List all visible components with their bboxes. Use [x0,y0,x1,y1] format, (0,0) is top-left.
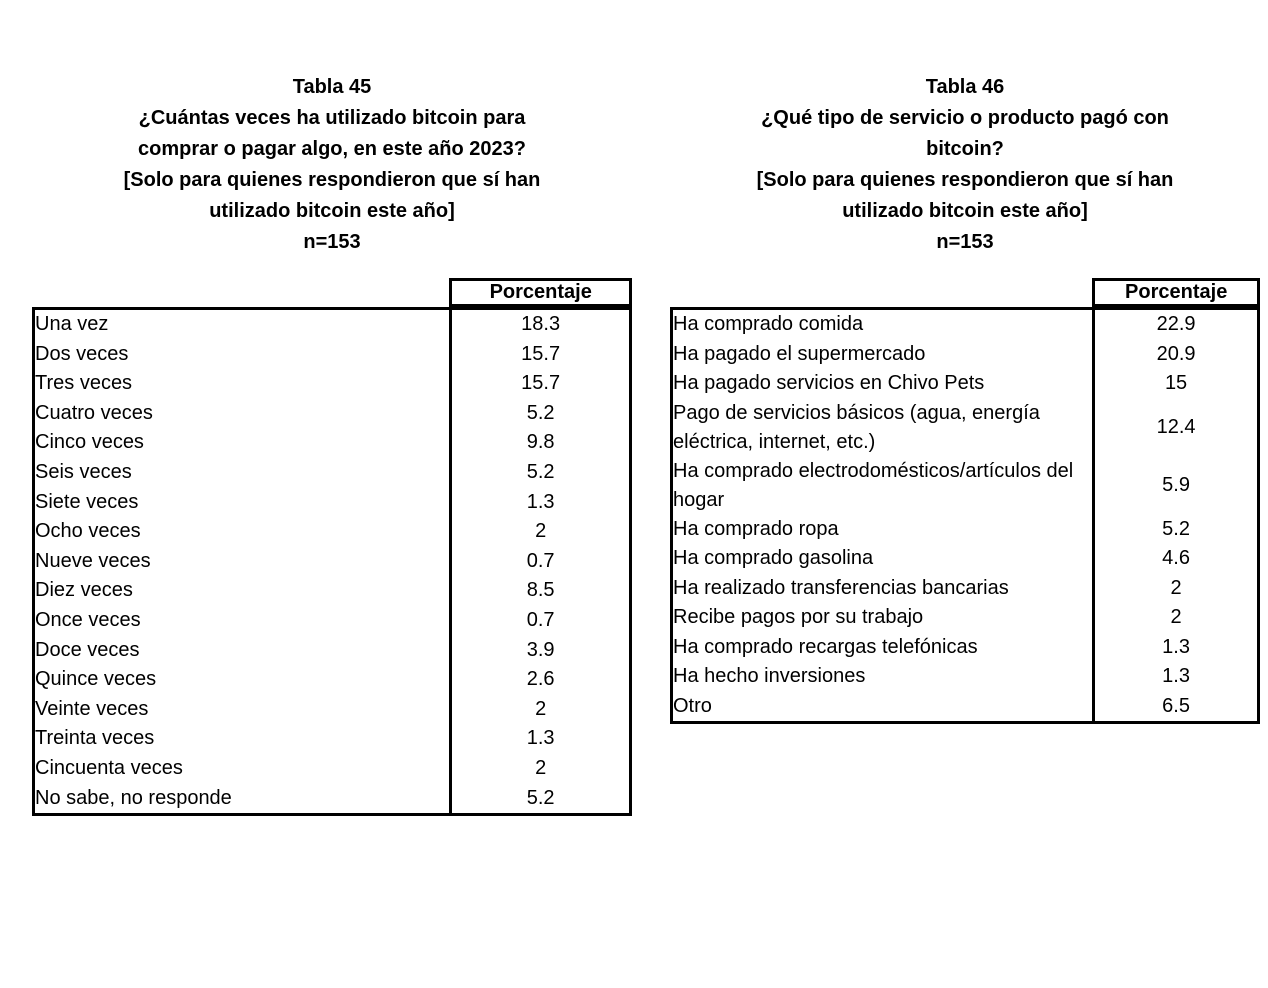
row-label: Seis veces [35,458,451,488]
spacer [32,258,632,278]
row-value: 9.8 [526,431,555,454]
row-value: 2 [535,520,547,543]
row-label: Ha comprado ropa [673,515,1094,545]
table-panel-tabla-46 [670,72,1260,724]
row-value: 5.2 [1162,517,1190,540]
row-label: Once veces [35,606,451,636]
table-row [673,633,1257,663]
table-row [673,544,1257,574]
row-value: 15.7 [521,342,561,365]
table-46-title [670,72,1260,258]
table-row [673,515,1257,545]
table-45-title-line-2: ¿Cuántas veces ha utilizado bitcoin para [138,107,526,129]
table-row [35,488,629,518]
table-row [35,340,629,370]
table-row [35,310,629,340]
table-45-header-row [32,280,631,306]
row-value: 6.5 [1162,694,1190,717]
table-45-title [32,72,632,258]
table-row [673,399,1257,457]
row-label: Dos veces [35,340,451,370]
table-row [673,574,1257,603]
table-46-header-row [670,280,1259,306]
row-value: 1.3 [1162,635,1190,658]
table-row [35,517,629,547]
table-45-title-line-3: comprar o pagar algo, en este año 2023? [138,138,526,160]
row-value: 18.3 [521,313,561,335]
table-row [35,547,629,577]
row-value: 5.9 [1162,474,1190,497]
table-row [35,606,629,636]
table-46-body [673,310,1257,721]
row-value: 2 [535,697,547,720]
table-row [35,576,629,606]
row-label: Veinte veces [35,695,451,725]
table-row [35,458,629,488]
table-45-body-box [32,307,632,816]
row-label: Tres veces [35,369,451,399]
row-value: 5.2 [526,460,555,483]
row-value: 2 [535,756,547,779]
row-label: Ha hecho inversiones [673,662,1094,692]
row-label: Cuatro veces [35,399,451,429]
row-value: 15 [1164,372,1188,395]
row-value: 5.2 [526,401,555,424]
table-45-title-line-5: utilizado bitcoin este año] [209,200,455,222]
table-46-title-line-5: utilizado bitcoin este año] [842,200,1088,222]
table-panel-tabla-45 [32,72,632,816]
row-label: Diez veces [35,576,451,606]
table-row [673,603,1257,633]
row-label: Ha comprado electrodomésticos/artículos del hogar [673,457,1094,515]
table-row [673,310,1257,340]
table-row [673,662,1257,692]
table-45-sample-size: n=153 [303,231,361,253]
row-label: Nueve veces [35,547,451,577]
table-46-header [670,278,1260,307]
row-label: Recibe pagos por su trabajo [673,603,1094,633]
row-label: No sabe, no responde [35,784,451,814]
row-value: 12.4 [1156,416,1196,439]
row-label: Siete veces [35,488,451,518]
row-value: 0.7 [526,608,555,631]
row-label: Ha pagado el supermercado [673,340,1094,370]
table-row [35,754,629,784]
row-value: 2 [1170,605,1182,628]
table-row [35,695,629,725]
row-label: Ha pagado servicios en Chivo Pets [673,369,1094,399]
table-46-title-line-4: [Solo para quienes respondieron que sí han [756,169,1174,191]
row-label: Ha comprado gasolina [673,544,1094,574]
row-value: 2.6 [526,668,555,691]
table-row [35,724,629,754]
row-value: 1.3 [1162,665,1190,688]
table-45-header [32,278,632,307]
row-label: Treinta veces [35,724,451,754]
row-label: Doce veces [35,636,451,666]
table-46-title-line-3: bitcoin? [926,138,1004,160]
row-value: 20.9 [1156,342,1196,365]
row-value: 3.9 [526,638,555,661]
table-46-sample-size: n=153 [936,231,994,253]
row-value: 1.3 [526,727,555,750]
row-value: 22.9 [1156,313,1196,335]
row-value: 4.6 [1162,547,1190,570]
table-row [35,369,629,399]
table-45-title-line-1: Tabla 45 [292,76,372,98]
table-45-body [35,310,629,813]
row-value: 8.5 [526,579,555,602]
row-value: 15.7 [521,372,561,395]
row-value: 1.3 [526,490,555,513]
table-row [35,399,629,429]
table-46-title-line-2: ¿Qué tipo de servicio o producto pagó con [761,107,1169,129]
row-value: 5.2 [526,786,555,809]
table-row [35,428,629,458]
spacer [670,258,1260,278]
row-label: Cinco veces [35,428,451,458]
table-row [673,457,1257,515]
table-45-header-blank [32,280,451,306]
table-row [673,369,1257,399]
table-46-header-porcentaje: Porcentaje [1094,280,1259,306]
row-value: 2 [1170,576,1182,599]
table-45-title-line-4: [Solo para quienes respondieron que sí han [123,169,541,191]
row-label: Cincuenta veces [35,754,451,784]
table-row [35,665,629,695]
table-row [35,636,629,666]
row-label: Quince veces [35,665,451,695]
table-row [673,340,1257,370]
row-label: Una vez [35,310,451,340]
row-label: Pago de servicios básicos (agua, energía eléctrica, internet, etc.) [673,399,1094,457]
table-46-body-box [670,307,1260,724]
row-label: Ha comprado comida [673,310,1094,340]
table-row [673,692,1257,722]
table-row [35,784,629,814]
row-label: Ha comprado recargas telefónicas [673,633,1094,663]
table-46-header-blank [670,280,1094,306]
row-value: 0.7 [526,549,555,572]
row-label: Otro [673,692,1094,722]
row-label: Ha realizado transferencias bancarias [673,574,1094,603]
row-label: Ocho veces [35,517,451,547]
table-46-title-line-1: Tabla 46 [925,76,1005,98]
table-45-header-porcentaje: Porcentaje [451,280,631,306]
